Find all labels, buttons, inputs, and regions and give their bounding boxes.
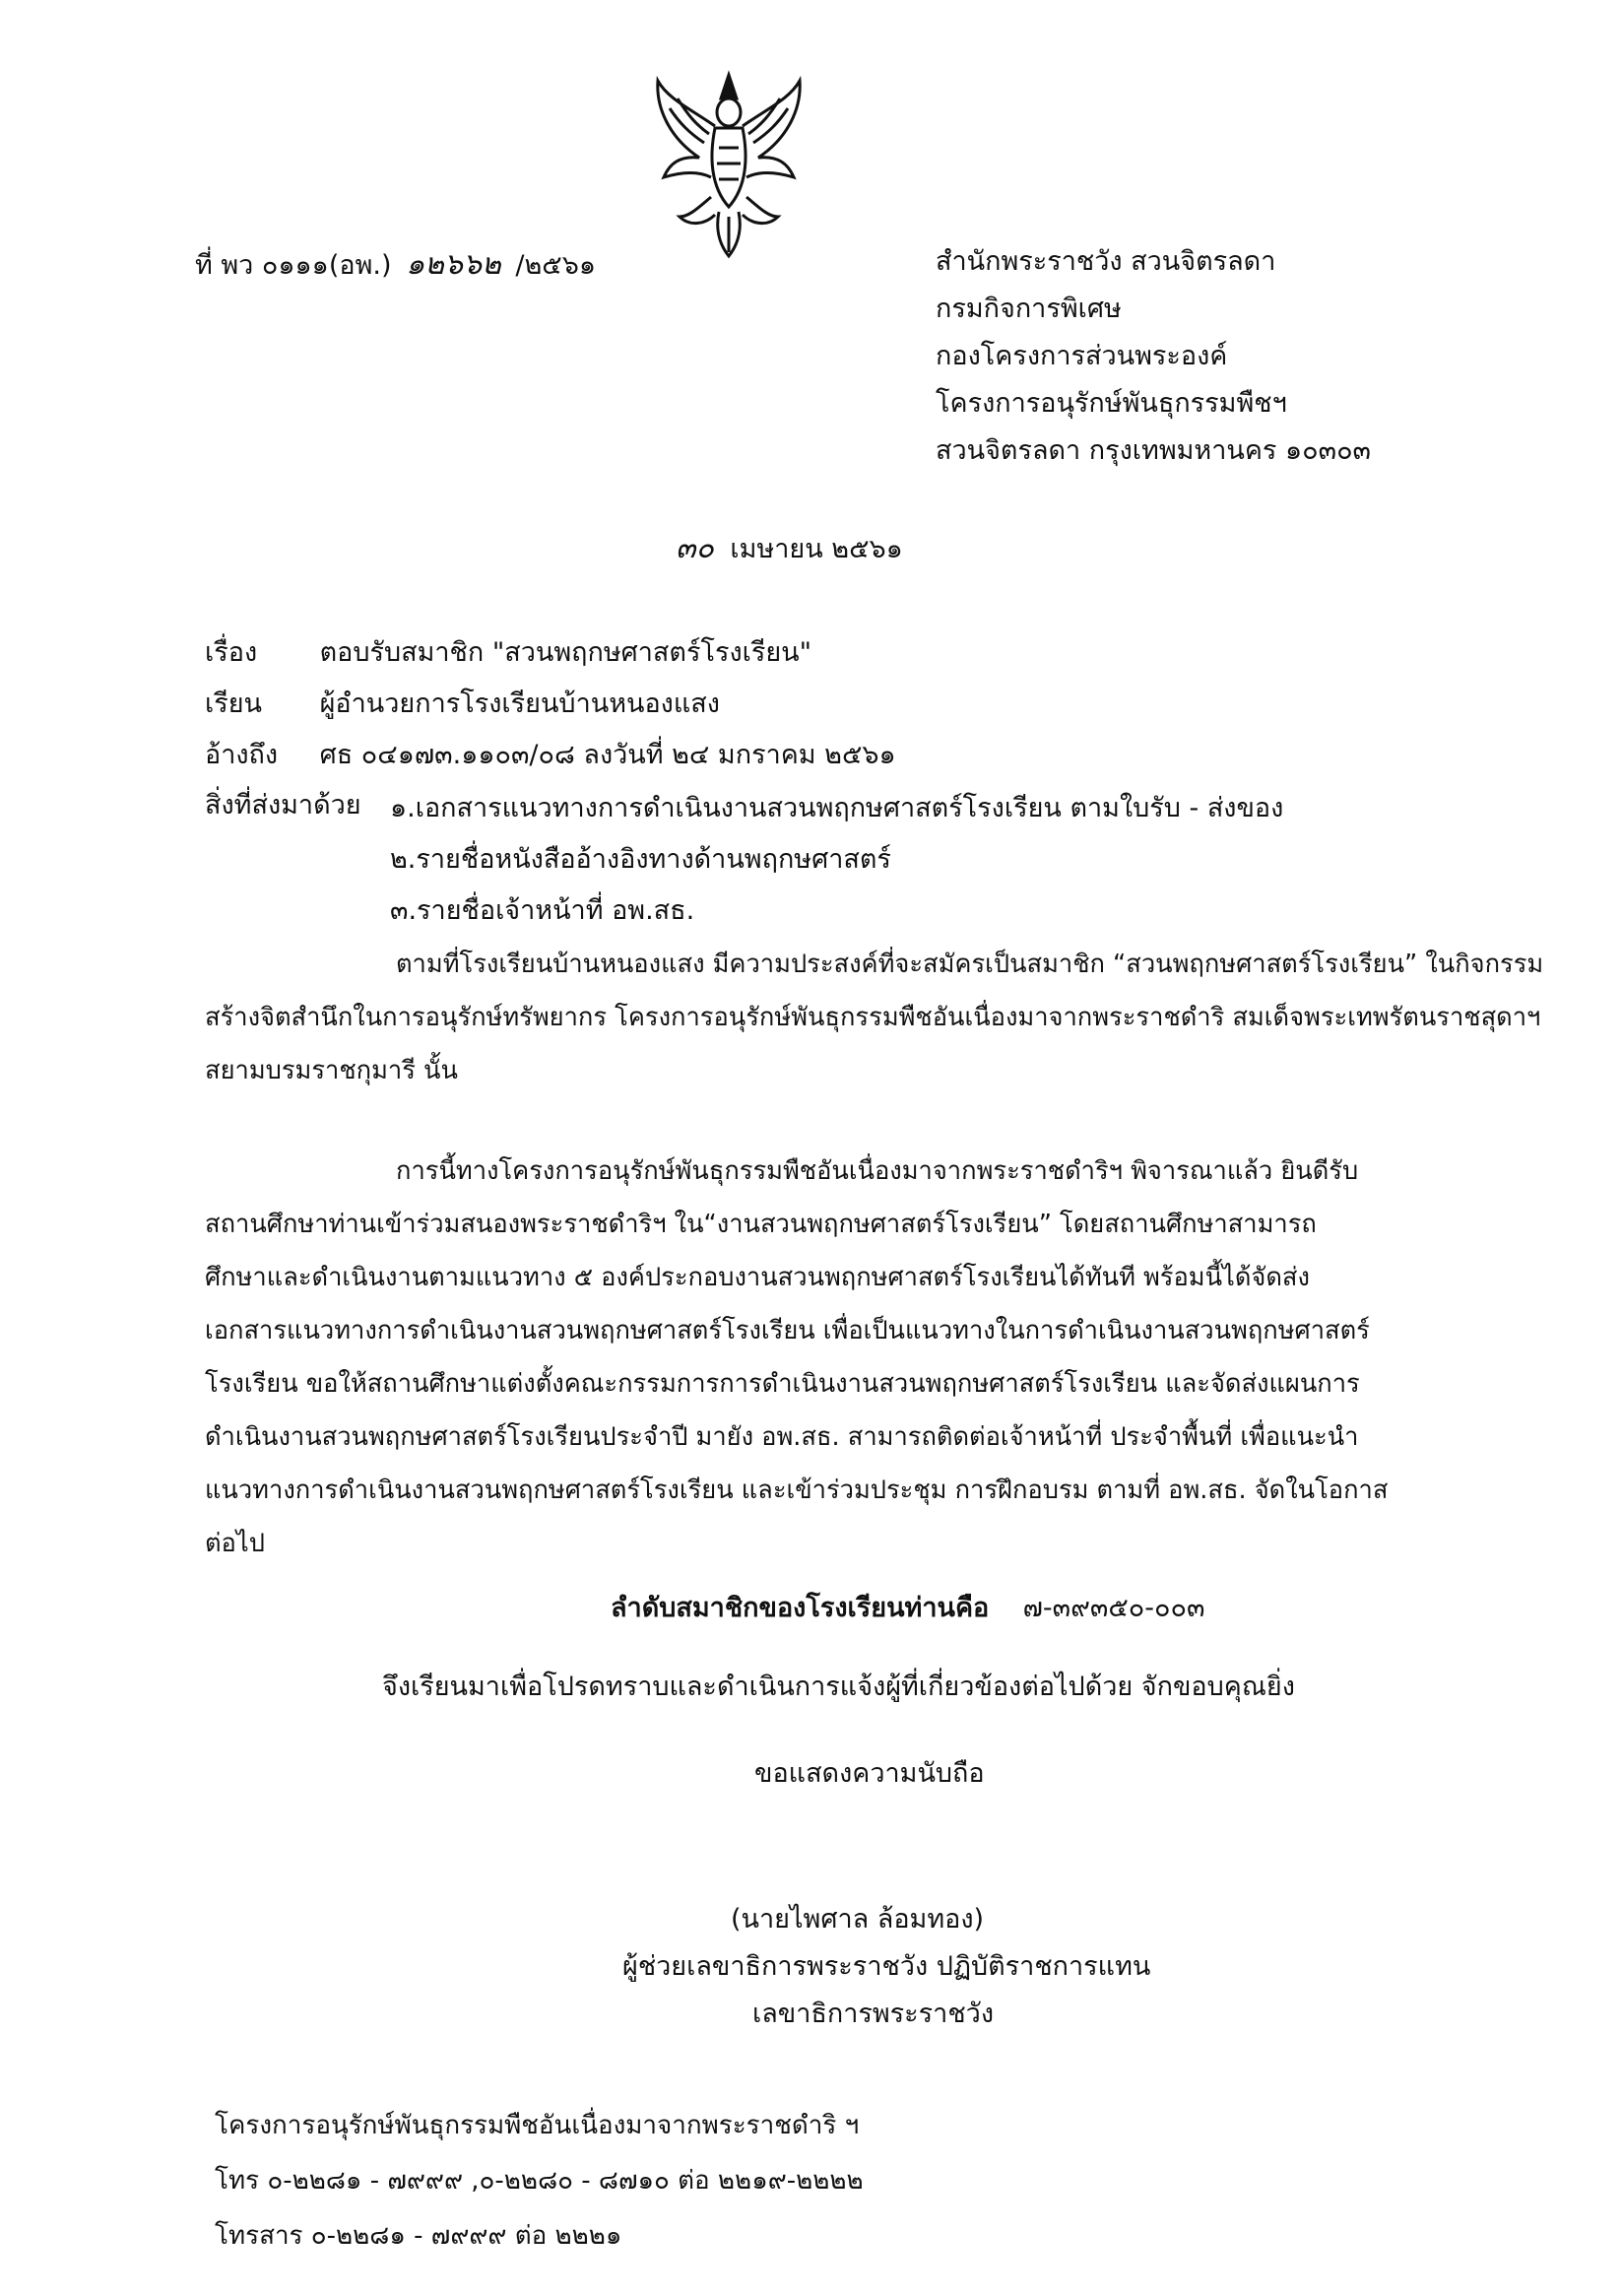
reference-row	[205, 733, 896, 775]
doc-no-handwritten: ๑๒๖๖๒	[406, 247, 501, 282]
contact-block	[215, 2098, 864, 2263]
member-number-line	[611, 1586, 1204, 1628]
recipient-label: เรียน	[205, 689, 263, 719]
member-number: ๗-๓๙๓๕๐-๐๐๓	[1022, 1593, 1205, 1623]
paragraph-line: สร้างจิตสำนึกในการอนุรักษ์ทรัพยากร โครงการอนุรักษ์พันธุกรรมพืชอันเนื่องมาจากพระราชดำริ สมเด็จพระเทพรัตนราชสุดาฯ	[205, 1003, 1541, 1032]
enclosure-item: ๑.เอกสารแนวทางการดำเนินงานสวนพฤกษศาสตร์โรงเรียน ตามใบรับ - ส่งของ	[390, 793, 1284, 823]
signer-position: ผู้ช่วยเลขาธิการพระราชวัง ปฏิบัติราชการแทน	[622, 1951, 1151, 1982]
reference-value: ศธ ๐๔๑๗๓.๑๑๐๓/๐๘ ลงวันที่ ๒๔ มกราคม ๒๕๖๑	[319, 740, 896, 770]
paragraph-line: ต่อไป	[205, 1529, 265, 1558]
paragraph-line: ดำเนินงานสวนพฤกษศาสตร์โรงเรียนประจำปี มายัง อพ.สธ. สามารถติดต่อเจ้าหน้าที่ ประจำพื้นที่ เพื่อแนะนำ	[205, 1422, 1359, 1452]
body-paragraph-2	[205, 1145, 1408, 1570]
signature-block	[551, 1896, 1241, 2038]
date-month-year: เมษายน ๒๕๖๑	[730, 534, 903, 564]
enclosure-list	[390, 783, 1283, 937]
office-line: สวนจิตรลดา กรุงเทพมหานคร ๑๐๓๐๓	[936, 435, 1372, 466]
paragraph-line: สถานศึกษาท่านเข้าร่วมสนองพระราชดำริฯ ใน“งานสวนพฤกษศาสตร์โรงเรียน” โดยสถานศึกษาสามารถ	[205, 1210, 1317, 1239]
letter-date	[676, 530, 903, 567]
signer-position-2: เลขาธิการพระราชวัง	[752, 1999, 995, 2029]
office-line: สำนักพระราชวัง สวนจิตรลดา	[936, 246, 1276, 277]
regards: ขอแสดงความนับถือ	[754, 1758, 985, 1789]
paragraph-line: ศึกษาและดำเนินงานตามแนวทาง ๕ องค์ประกอบงานสวนพฤกษศาสตร์โรงเรียนได้ทันที พร้อมนี้ได้จัดส่ง	[205, 1263, 1310, 1292]
paragraph-line: การนี้ทางโครงการอนุรักษ์พันธุกรรมพืชอันเนื่องมาจากพระราชดำริฯ พิจารณาแล้ว ยินดีรับ	[396, 1156, 1359, 1186]
paragraph-line: สยามบรมราชกุมารี นั้น	[205, 1056, 458, 1085]
subject-value: ตอบรับสมาชิก "สวนพฤกษศาสตร์โรงเรียน"	[319, 637, 812, 668]
enclosure-label: สิ่งที่ส่งมาด้วย	[205, 790, 361, 820]
office-address	[936, 238, 1448, 475]
member-label: ลำดับสมาชิกของโรงเรียนท่านคือ	[611, 1593, 990, 1623]
paragraph-line: โรงเรียน ขอให้สถานศึกษาแต่งตั้งคณะกรรมการการดำเนินงานสวนพฤกษศาสตร์โรงเรียน และจัดส่งแผนการ	[205, 1369, 1360, 1399]
subject-label: เรื่อง	[205, 637, 258, 668]
paragraph-line: แนวทางการดำเนินงานสวนพฤกษศาสตร์โรงเรียน และเข้าร่วมประชุม การฝึกอบรม ตามที่ อพ.สธ. จัดในโอกาส	[205, 1476, 1389, 1505]
date-day-handwritten: ๓๐	[676, 531, 714, 565]
recipient-row	[205, 682, 720, 724]
enclosure-item: ๒.รายชื่อหนังสืออ้างอิงทางด้านพฤกษศาสตร์	[390, 844, 891, 875]
office-line: โครงการอนุรักษ์พันธุกรรมพืชฯ	[936, 388, 1287, 419]
contact-phone: โทร ๐-๒๒๘๑ - ๗๙๙๙ ,๐-๒๒๘๐ - ๘๗๑๐ ต่อ ๒๒๑๙-๒๒๒๒	[215, 2166, 864, 2196]
closing-sentence: จึงเรียนมาเพื่อโปรดทราบและดำเนินการแจ้งผู้ที่เกี่ยวข้องต่อไปด้วย จักขอบคุณยิ่ง	[382, 1672, 1295, 1702]
doc-no-prefix: ที่ พว ๐๑๑๑(อพ.)	[195, 250, 392, 281]
subject-row	[205, 630, 811, 673]
recipient-value: ผู้อำนวยการโรงเรียนบ้านหนองแสง	[319, 689, 720, 719]
document-number	[195, 246, 596, 284]
enclosure-item: ๓.รายชื่อเจ้าหน้าที่ อพ.สธ.	[390, 895, 695, 926]
body-paragraph-1	[205, 938, 1544, 1097]
paragraph-line: ตามที่โรงเรียนบ้านหนองแสง มีความประสงค์ที่จะสมัครเป็นสมาชิก “สวนพฤกษศาสตร์โรงเรียน” ในกิจกรรม	[396, 950, 1544, 979]
contact-fax: โทรสาร ๐-๒๒๘๑ - ๗๙๙๙ ต่อ ๒๒๒๑	[215, 2221, 622, 2251]
paragraph-line: เอกสารแนวทางการดำเนินงานสวนพฤกษศาสตร์โรงเรียน เพื่อเป็นแนวทางในการดำเนินงานสวนพฤกษศาสตร์	[205, 1316, 1370, 1345]
contact-org: โครงการอนุรักษ์พันธุกรรมพืชอันเนื่องมาจากพระราชดำริ ฯ	[215, 2111, 860, 2140]
office-line: กรมกิจการพิเศษ	[936, 294, 1122, 324]
garuda-emblem-icon	[650, 69, 808, 261]
doc-no-suffix: /๒๕๖๑	[515, 250, 596, 281]
reference-label: อ้างถึง	[205, 740, 279, 770]
signer-name: (นายไพศาล ล้อมทอง)	[731, 1904, 985, 1935]
office-line: กองโครงการส่วนพระองค์	[936, 341, 1228, 371]
